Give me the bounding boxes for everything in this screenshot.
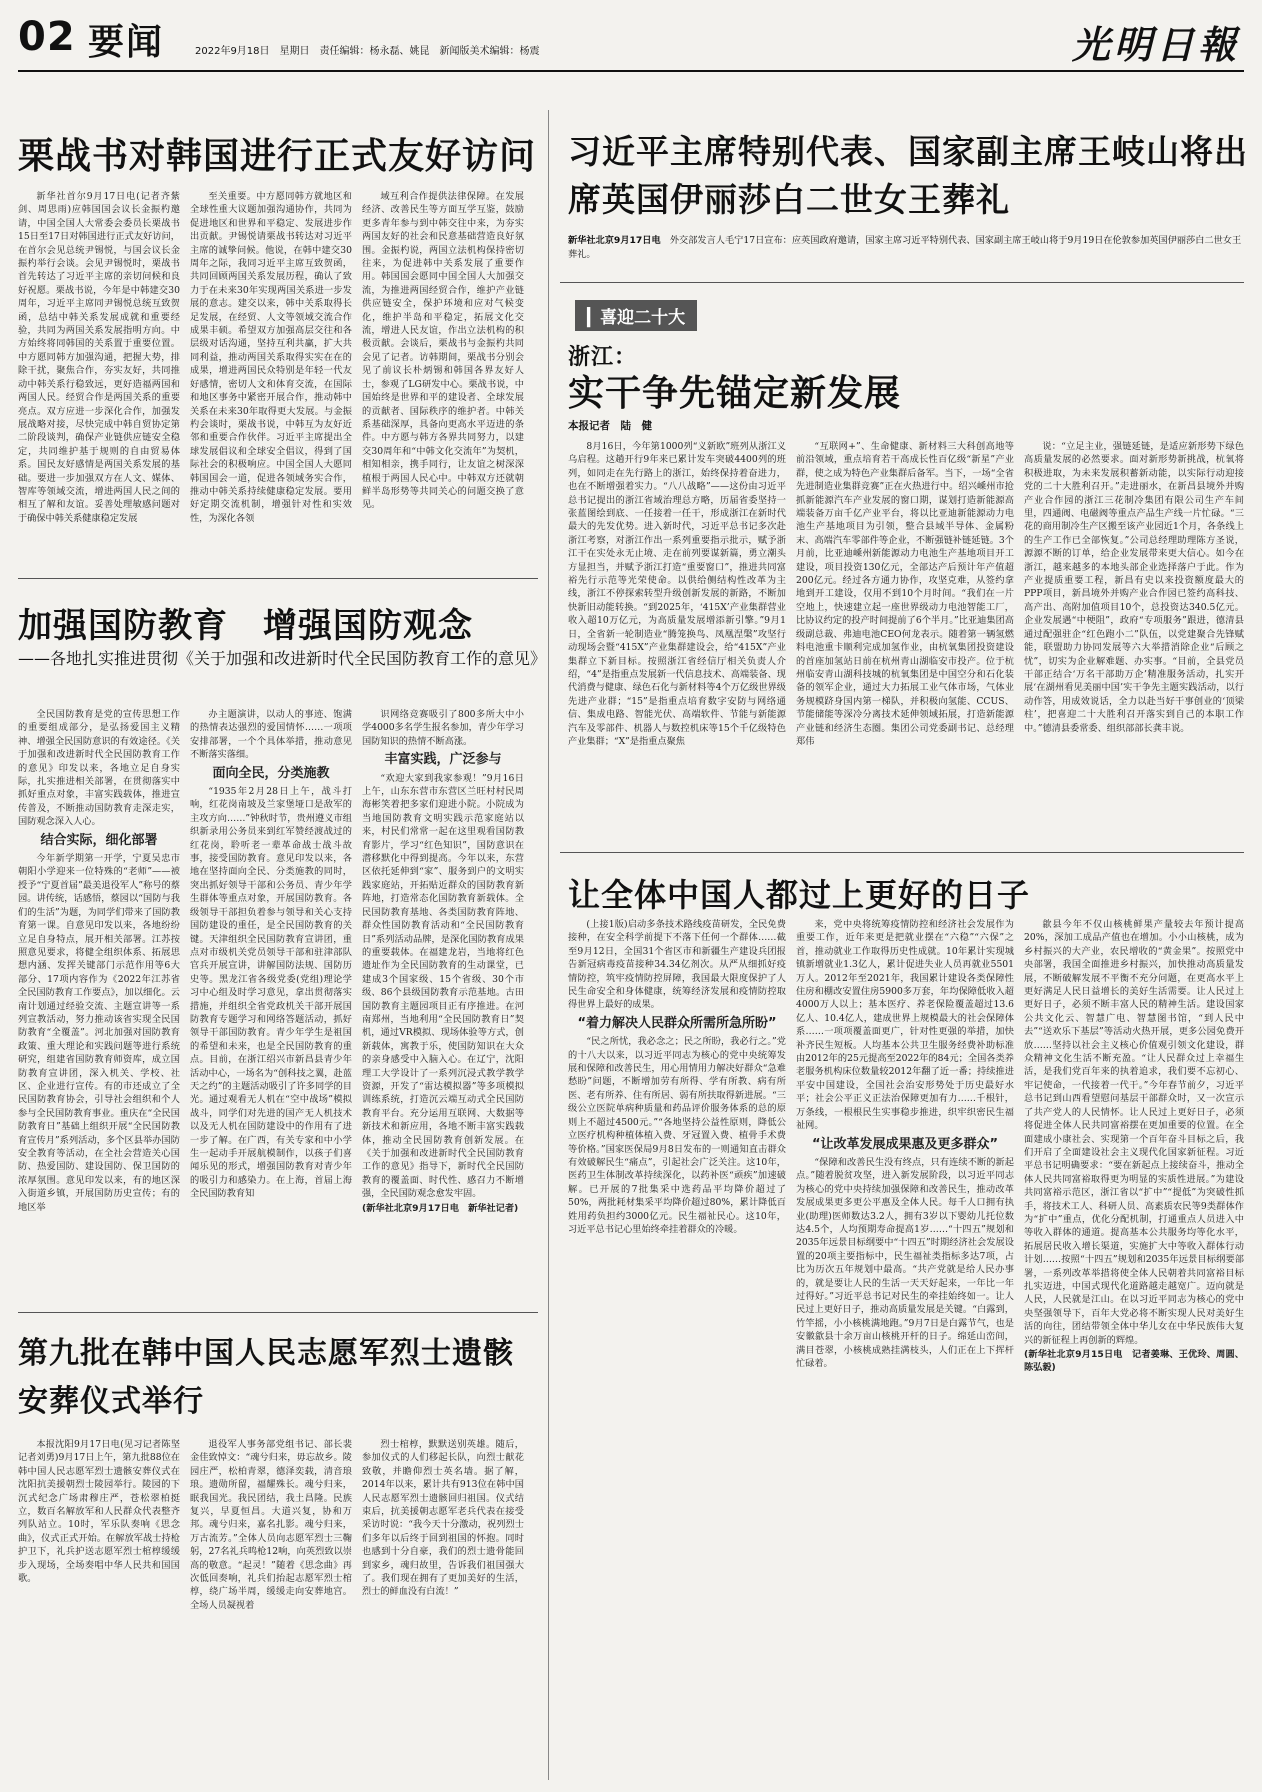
article-volunteers-col-2: 退役军人事务部党组书记、部长裴金佳致悼文：“魂兮归来，毋忘故乡。陵园庄严，松柏青翠，德泽奕载，清音琅琅。遗勋所留，福耀殊长。魂兮归来，眠我国光。我民团结，我土昌隆。民族复兴，早夏恒昌。大道兴复，协和万邦。魂兮归来，嘉名扎影。魂兮归来，万古流芳。”全体人员向志愿军烈士三鞠躬，27名礼兵鸣枪12响，向英烈致以崇高的敬意。“起灵！”随着《思念曲》再次低回奏响，礼兵们抬起志愿军烈士棺椁，绕广场半周，缓缓走向安葬地宫。全场人员凝视着 [190, 1439, 352, 1611]
signature: (新华社北京9月17日电 新华社记者) [362, 1202, 519, 1214]
article-headline-defense: 加强国防教育 增强国防观念 [18, 606, 473, 646]
article-zhejiang-col-3: 说：“立足主业，强链延链，是适应新形势下绿色高质量发展的必然要求。面对新形势新挑战，杭氧将积极进取，为未来发展积蓄新动能，以实际行动迎接党的二十大胜利召开。”走进丽水，在新昌县境外并购产业合作园的浙江三花制冷集团有限公司生产车间里，四通阀、电磁阀等重点产品生产线一片忙碌。“三花的商用制冷生产区搬至该产业园近1个月，各条线上的生产工作已全部恢复。”公司总经理助理陈方圣说，源源不断的订单，给企业发展带来更大信心。如今在浙江，越来越多的本地头部企业选择落户于此。作为产业提质重要工程，新昌有史以来投资额度最大的PPP项目，新昌境外并购产业合作园已签约高科技、高产出、高附加值项目10个，总投资达340.5亿元。企业发展遇“中梗阻”，政府“专项服务”跟进，德清县通过配强驻企“红色跑小二”队伍，以党建聚合先锋赋能，联盟助力协同发展等六大举措消除企业“后顾之忧”，切实为企业解难题、办实事。“目前，全县党员干部正结合‘万名干部助万企’精准服务活动，扎实开展‘在湖州看见美丽中国’实干争先主题实践活动，以行动作答，用成效说话，全力以赴当好干事创业的‘顶梁柱’，把喜迎二十大胜利召开落实到自己的本职工作中。”德清县委常委、组织部部长龚丰说。 [1024, 441, 1244, 734]
byline: 本报记者 陆 健 [568, 420, 652, 432]
section-rule [560, 852, 1244, 853]
article-headline-better-life: 让全体中国人都过上更好的日子 [568, 876, 1031, 914]
article-li-col-3: 域互利合作提供法律保障。在发展经济、改善民生等方面互学互鉴，鼓励更多青年参与到中韩交往中来，为夯实两国友好的社会和民意基础营造良好氛围。金振杓说，两国立法机构保持密切往来，为促进韩中关系发展了重要作用。韩国国会愿同中国全国人大加强交流，为推进两国经贸合作，维护产业链供应链安全，保护环境和应对气候变化，维护半岛和平稳定，拓展文化交流，增进人民友谊，作出立法机构的积极贡献。会谈后，栗战书与金振杓共同会见了记者。访韩期间，栗战书分别会见了前议长朴炳锡和韩国各界友好人士，参观了LG研发中心。栗战书说，中国始终是世界和平的建设者、全球发展的贡献者、国际秩序的维护者。中韩关系基础深厚，具备向更高水平迈进的条件。中方愿与韩方各界共同努力，以建交30周年和“中韩文化交流年”为契机，相知相亲，携手同行，让友谊之树深深植根于两国人民心中。中韩双方还就朝鲜半岛形势等共同关心的问题交换了意见。 [362, 191, 524, 511]
article-zhejiang-col-1: 8月16日，今年第1000列“义新欧”班列从浙江义乌启程。这趟开行9年来已累计发车突破4400列的班列，如同走在先行路上的浙江，始终保持着奋进力，也在不断增强着实力。“八八战略”——这份由习近平总书记提出的浙江省域治理总方略，历届省委坚持一张蓝图绘到底、一任接着一任干，形成浙江在新时代最大的先发优势。进入新时代，习近平总书记多次赴浙江考察，对浙江作出一系列重要指示批示，赋予浙江干在实处永无止境、走在前列要谋新篇，勇立潮头方显担当，并赋予浙江打造“重要窗口”，推进共同富裕先行示范等光荣使命。以供给侧结构性改革为主线，浙江不停探索转型升级创新发展的新路，不断加快新旧动能转换。“到2025年，‘415X’产业集群营业收入超10万亿元，为高质量发展增添新引擎。”9月1日，全省新一轮制造业“腾笼换鸟、凤凰涅槃”攻坚行动现场会暨“415X”产业集群建设会，给“415X”产业集群立下新目标。按照浙江省经信厅相关负责人介绍，“4”是指重点发展新一代信息技术、高端装备、现代消费与健康、绿色石化与新材料等4个万亿级世界级先进产业群；“15”是指重点培育数字安防与网络通信、集成电路、智能光伏、高端软件、节能与新能源汽车及零部件、机器人与数控机床等15个千亿级特色产业集群；“X”是指重点聚焦 [568, 441, 786, 747]
newspaper-logo: 光明日報 [1071, 22, 1240, 67]
section-rule [560, 282, 1244, 283]
dateline: 2022年9月18日 星期日 责任编辑：杨永磊、姚昆 新闻版美术编辑：杨震 [195, 46, 540, 57]
article-better-life-col-1: (上接1版)启动多条技术路线疫苗研发，全民免费接种，在安全科学前提下不落下任何一个群体……截至9月12日，全国31个省区市和新疆生产建设兵团报告新冠病毒疫苗接种34.34亿剂次。从严从细抓好疫情防控，筑牢疫情防控屏障，我国最大限度保护了人民生命安全和身体健康，统筹经济发展和疫情防控取得世界上最好的成果。 “着力解决人民群众所需所急所盼” “民之所忧，我必念之；民之所盼，我必行之。”党的十八大以来，以习近平同志为核心的党中央统筹发展和保障和改善民生，用心用情用力解决好群众“急难愁盼”问题，不断增加劳有所得、学有所教、病有所医、老有所养、住有所居、弱有所扶取得新进展。“三级公立医院单病种质量和药品评价服务体系的总的原则上不超过4500元。”“各地坚持公益性原则，降低公立医疗机构种植体植入费、牙冠置入费、植骨手术费等价格。”国家医保局9月8日发布的一则通知直击群众有效破解民生“痛点”，引起社会广泛关注。这10年，医药卫生体制改革持续深化，以药补医“顽疾”加速破解。已开展的7批集采中选药品平均降价超过了50%，两批耗材集采平均降价超过80%，累计降低百姓用药负担约3000亿元。民生福祉民心。这10年，习近平总书记心里始终牵挂着群众的冷暖。 [568, 919, 786, 1235]
column-divider [548, 110, 549, 1780]
subheading-2: “让改革发展成果惠及更多群众” [811, 1136, 999, 1152]
article-defense-subtitle: ——各地扎实推进贯彻《关于加强和改进新时代全民国防教育工作的意见》 [18, 649, 547, 668]
article-headline-volunteers: 第九批在韩中国人民志愿军烈士遗骸安葬仪式举行 [18, 1336, 514, 1419]
section-title: 要闻 [88, 22, 165, 63]
article-wang-lead: 新华社北京9月17日电 外交部发言人毛宁17日宣布：应英国政府邀请，国家主席习近平特别代表、国家副主席王岐山将于9月19日在伦敦参加英国伊丽莎白二世女王葬礼。 [568, 235, 1242, 260]
article-defense-col-2: 办主题演讲，以动人的事迹、饱满的热情表达强烈的爱国情怀……一项项安排部署，一个个具体举措，推动意见不断落实落细。 面向全民，分类施教 “1935年2月28日上午，战斗打响，红花岗南坡及兰家堡垭口是敌军的主攻方向……”钟秋时节，贵州遵义市组织新录用公务员来到红军赞经渡战过的红花岗，聆听老一辈革命战士战斗故事，接受国防教育。意见印发以来，各地在坚持面向全民、分类施教的同时，突出抓好领导干部和公务员、青少年学生群体等重点对象，开展国防教育。各级领导干部担负着参与领导和关心支持国防建设的重任，是全民国防教育的关键。天津组织全民国防教育宣讲团，重点对市级机关党员领导干部和驻津部队官兵开展宣讲，讲解国防法规、国防历史等。黑龙江省各级党委(党组)理论学习中心组及时学习意见，拿出贯彻落实措施，并组织全省党政机关干部开展国防教育专题学习和网络答题活动，抓好领导干部国防教育。青少年学生是祖国的希望和未来，也是全民国防教育的重点。目前，在浙江绍兴市新昌县青少年活动中心，一场名为“创科技之翼，赴蓝天之约”的主题活动吸引了许多同学的目光。通过观看无人机在“空中战场”模拟战斗，同学们对先进的国产无人机技术以及无人机在国防建设中的作用有了进一步了解。在广西，有关专家和中小学生一起动手开展航模制作，以孩子们喜闻乐见的形式，增强国防教育对青少年的吸引力和感染力。在上海，首届上海全民国防教育知 [190, 709, 352, 1200]
masthead-rule [18, 70, 1244, 72]
article-headline-zhejiang: 实干争先锚定新发展 [568, 373, 902, 414]
article-zhejiang-col-2: “互联网+”、生命健康、新材料三大科创高地等前沿领域，重点培育若干高成长性百亿级“新星”产业群，使之成为特色产业集群后备军。当下，一场“全省先进制造业集群竞赛”正在火热进行中。绍兴嵊州市抢抓新能源汽车产业发展的窗口期，谋划打造新能源高端装备万亩千亿产业平台，将以比亚迪新能源动力电池生产基地项目为引领，整合县域半导体、金属粉末、高端汽车零部件等企业，不断强链补链延链。3个月前，比亚迪嵊州新能源动力电池生产基地项目开工建设，项目投资130亿元，全部达产后预计年产值超200亿元。经过各方通力协作，攻坚克难，从签约拿地到开工建设，仅用不到10个月时间。“我们在一片空地上，快速建立起一座世界级动力电池智能工厂，比协议约定的投产时间提前了6个半月。”比亚迪集团高级副总裁、弗迪电池CEO何龙表示。随着第一辆氢燃料电池重卡顺利完成加氢作业，由杭氧集团投资建设的首座加氢站日前在杭州青山湖临安市投产。位于杭州临安青山湖科技城的杭氧集团是中国空分和石化装备的领军企业，通过大力拓展工业气体市场，气体业务规模跻身国内第一梯队，并积极向氢能、CCUS、节能储能等深冷分离技术延伸领域拓展，打造新能源产业链和经济生态圈。集团公司党委副书记、总经理郑伟 [796, 441, 1014, 747]
signature: (新华社北京9月15日电 记者姜琳、王优玲、周圆、陈弘毅) [1024, 1349, 1244, 1374]
section-rule [18, 578, 538, 579]
article-better-life-col-3: 歙县今年不仅山核桃鲜果产量较去年预计提高20%，深加工成品产值也在增加。小小山核桃，成为乡村振兴的大产业，农民增收的“黄金果”。按照党中央部署，我国全面推进乡村振兴，加快推动高质量发展，不断破解发展不平衡不充分问题，在更高水平上更好满足人民日益增长的美好生活需要。让人民过上更好日子，必须不断丰富人民的精神生活。建设国家公共文化云、智慧广电、智慧图书馆，“到人民中去”“送欢乐下基层”等活动火热开展，更多公园免费开放……坚持以社会主义核心价值观引领文化建设，群众精神文化生活不断充盈。“让人民群众过上幸福生活，是我们党百年来的执着追求，我们要不忘初心、牢记使命，一代接着一代干。”今年春节前夕，习近平总书记到山西看望慰问基层干部群众时，又一次宣示了共产党人的人民情怀。让人民过上更好日子，必须将促进全体人民共同富裕摆在更加重要的位置。在全面建成小康社会、实现第一个百年奋斗目标之后，我们开启了全面建设社会主义现代化国家新征程。习近平总书记明确要求：“要在新起点上接续奋斗，推动全体人民共同富裕取得更为明显的实质性进展。”为建设共同富裕示范区，浙江省以“扩中”“提低”为突破性抓手，将技术工人、科研人员、高素质农民等9类群体作为“扩中”重点，优化分配机制，打通重点人员进入中等收入群体的通道。提高基本公共服务均等化水平，拓展居民收入增长渠道，实施扩大中等收入群体行动计划……按照“十四五”规划和2035年远景目标纲要部署，一系列改革举措将使全体人民朝着共同富裕目标扎实迈进，中国式现代化道路越走越宽广。迈向就是人民，人民就是江山。在以习近平同志为核心的党中央坚强领导下，百年大党必将不断实现人民对美好生活的向往，团结带领全体中华儿女在中华民族伟大复兴的新征程上再创新的辉煌。 (新华社北京9月15日电 记者姜琳、王优玲、周圆、陈弘毅) [1024, 919, 1244, 1374]
article-li-col-2: 至关重要。中方愿同韩方就地区和全球性重大议题加强沟通协作，共同为促进地区和世界和平稳定、发展进步作出贡献。尹锡悦请栗战书转达对习近平主席的诚挚问候。他说，在韩中建交30周年之际，我同习近平主席互致贺函，共同回顾两国关系发展历程，确认了致力于在未来30年实现两国关系进一步发展的意志。建交以来，韩中关系取得长足发展，在经贸、人文等领域交流合作成果丰硕。希望双方加强高层交往和各层级对话沟通，坚持互利共赢，扩大共同利益，推动两国关系取得实实在在的成果，增进两国民众特别是年轻一代友好感情，密切人文和体育交流，在国际和地区事务中紧密开展合作，推动韩中关系在未来30年取得更大发展。与金振杓会谈时，栗战书说，中韩互为友好近邻和重要合作伙伴。习近平主席提出全球发展倡议和全球安全倡议，得到了国际社会的积极响应。中国全国人大愿同韩国国会一道，促进各领域务实合作，推动中韩关系持续健康稳定发展。要用好定期交流机制，增强针对性和实效性，为深化各领 [190, 191, 352, 524]
article-volunteers-col-3: 烈士棺椁，默默送别英雄。随后，参加仪式的人们移起长队，向烈士献花致敬，并瞻仰烈士英名墙。据了解，2014年以来，累计共有913位在韩中国人民志愿军烈士遗骸回归祖国。仪式结束后，抗美援朝志愿军老兵代表在接受采访时说：“我今天十分激动，祝列烈士们多年以后终于回到祖国的怀抱。同时也感到十分自豪，我们的烈士遗骨能回到家乡，魂归故里，告诉我们祖国强大了。我们现在拥有了更加美好的生活，烈士的鲜血没有白流！” [362, 1439, 524, 1598]
subheading-3: 丰富实践，广泛参与 [384, 752, 502, 768]
article-headline-wang: 习近平主席特别代表、国家副主席王岐山将出席英国伊丽莎白二世女王葬礼 [568, 132, 1248, 219]
section-rule [18, 1312, 538, 1313]
subheading-1: 结合实际，细化部署 [40, 832, 158, 848]
page-number: 02 [18, 14, 76, 60]
article-volunteers-col-1: 本报沈阳9月17日电(见习记者陈坚 记者刘勇)9月17日上午，第九批88位在韩中国人民志愿军烈士遗骸安葬仪式在沈阳抗美援朝烈士陵园举行。陵园的下沉式纪念广场肃穆庄严，苍松翠柏挺立，数百名解放军和人民群众代表整齐列队站立。10时，军乐队奏响《思念曲》，仪式正式开始。在解放军战士持枪护卫下，礼兵护送志愿军烈士棺椁缓缓步入现场，全场奏唱中华人民共和国国歌。 [18, 1439, 190, 1585]
article-better-life-col-2: 来，党中央将统筹疫情防控和经济社会发展作为重要工作，近年来更是把就业摆在“六稳”“六保”之首，推动就业工作取得历史性成就。10年累计实现城镇新增就业1.3亿人，累计促进失业人员再就业5501万人。2012年至2021年，我国累计建设各类保障性住房和棚改安置住房5900多万套，年均保障低收入超4000万人以上；基本医疗、养老保险覆盖超过13.6亿人、10.4亿人，建成世界上规模最大的社会保障体系……一项项覆盖面更广，针对性更强的举措，加快补齐民生短板。人均基本公共卫生服务经费补助标准由2012年的25元提高至2022年的84元；全国各类养老服务机构床位数量较2012年翻了近一番；持续推进平安中国建设，全国社会治安形势处于历史最好水平；社会公平正义正法治保障更加有力……千根针，万条线，一根根民生实事稳步推进，织牢织密民生福祉网。 “让改革发展成果惠及更多群众” “保障和改善民生没有终点，只有连续不断的新起点。”随着脱贫攻坚，进入新发展阶段，以习近平同志为核心的党中央持续加强保障和改善民生，推动改革发展成果更多更公平惠及全体人民。每千人口拥有执业(助理)医师数达3.2人，拥有3岁以下婴幼儿托位数达4.5个，人均预期寿命提高1岁……“十四五”规划和2035年远景目标纲要中“十四五”时期经济社会发展设置的20项主要指标中，民生福祉类指标多达7项，占比为历次五年规划中最高。“共产党就是给人民办事的，就是要让人民的生活一天天好起来，一年比一年过得好。”习近平总书记对民生的牵挂始终如一。让人民过上更好日子，推动高质量发展是关键。“白露到，竹竿摇，小小核桃满地跑。”9月7日是白露节气，也是安徽歙县十余万亩山核桃开杆的日子。绵延山峦间，满目苍翠，小核桃成熟挂满枝头，人们正在上下挥杆忙碌着。 [796, 919, 1014, 1369]
feature-banner: ▎喜迎二十大 [575, 300, 697, 331]
article-li-col-1: 新华社首尔9月17日电(记者齐紫剑、周思雨)应韩国国会议长金振杓邀请，中国全国人大常委会委员长栗战书15日至17日对韩国进行正式友好访问，在首尔会见总统尹锡悦，与国会议长金振杓举行会谈。会见尹锡悦时，栗战书首先转达了习近平主席的亲切问候和良好祝愿。栗战书说，今年是中韩建交30周年，习近平主席同尹锡悦总统互致贺函，总结中韩关系发展成就和重要经验，共同为两国关系发展指明方向。中方始终将同韩国的关系置于重要位置。中方愿同韩方加强沟通，把握大势，排除干扰，聚焦合作，夯实友好，共同推动中韩关系行稳致远，更好造福两国和两国人民。经贸合作是两国关系的重要亮点。双方应进一步深化合作，加强发展战略对接，尽快完成中韩自贸协定第二阶段谈判，确保产业链供应链安全稳定，共同维护基于规则的自由贸易体系。国民友好感情是两国关系发展的基础。要进一步加强双方在人文、媒体、智库等领域交流，增进两国人民之间的相互了解和友谊。妥善处理敏感问题对于确保中韩关系健康稳定发展 [18, 191, 180, 524]
article-headline-li: 栗战书对韩国进行正式友好访问 [18, 136, 537, 177]
subheading-1: “着力解决人民群众所需所急所盼” [577, 1015, 777, 1031]
subheading-2: 面向全民，分类施教 [212, 765, 330, 781]
article-defense-col-1: 全民国防教育是党的宣传思想工作的重要组成部分，是弘扬爱国主义精神、增强全民国防意识的有效途径。《关于加强和改进新时代全民国防教育工作的意见》印发以来，各地立足自身实际，扎实推进相关部署，在贯彻落实中抓好重点对象，丰富实践载体，推进宣传普及，不断推动国防教育走深走实，国防观念深入人心。 结合实际，细化部署 今年新学期第一开学，宁夏吴忠市朝阳小学迎来一位特殊的“老师”——被授予“宁夏首届”最美退役军人”称号的蔡园。讲传统，话感悟，蔡园以“国防与我们的生活”为题，为同学们带来了国防教育第一课。自意见印发以来，各地纷纷立足自身特点，展开相关部署。江苏按照意见要求，将健全组织体系、拓展思想内涵、发挥关键部门示范作用等6大部分、17项内容作为《2022年江苏省全民国防教育工作要点》，加以细化。云南计划通过经验交流、主题宣讲等一系列宣教活动，努力推动该省实现全民国防教育“全覆盖”。河北加强对国防教育政策、重大理论和实践问题等进行系统研究，组建省国防教育师资库，成立国防教育宣讲团，深入机关、学校、社区、企业进行宣传。有的市还成立了全民国防教育协会，引导社会组织和个人参与全民国防教育事业。重庆在“全民国防教育日”基础上组织开展“全民国防教育宣传月”系列活动，多个区县举办国防安全教育等活动，在全社会营造关心国防、热爱国防、建设国防、保卫国防的浓厚氛围。意见印发以来，有的地区深入街道乡镇，开展国防历史宣传；有的地区举 [18, 709, 180, 1213]
article-kicker: 浙江： [568, 345, 638, 370]
article-defense-col-3: 识网络竞赛吸引了800多所大中小学4000多名学生报名参加，青少年学习国防知识的热情不断高涨。 丰富实践，广泛参与 “欢迎大家到我家参观！”9月16日上午，山东东营市东营区兰旺村村民周海彬笑着把多家们迎进小院。小院成为当地国防教育文明实践示范家庭站以来，村民们常常一起在这里观看国防教育影片，学习“红色知识”，国防意识在潜移默化中得到提高。今年以来，东营区依托延伸到“家”、服务到户的文明实践家庭站，开拓贴近群众的国防教育新阵地，打造常态化国防教育新载体。全民国防教育基地、各类国防教育阵地、群众性国防教育活动和“全民国防教育日”系列活动品牌，是深化国防教育成果的重要载体。在福建龙岩，当地将红色遗址作为全民国防教育的生动课堂，已建成3个国家级、15个省级、30个市级、86个县级国防教育示范基地。古田国防教育主题园项目正有序推进。在河南郑州，当地利用“全民国防教育日”契机，通过VR模拟、现场体验等方式，创新载体，寓教于乐，使国防知识在大众的亲身感受中入脑入心。在辽宁，沈阳理工大学设计了一系列沉浸式教学教学资源，开发了“雷达模拟器”等多项模拟训练系统，打造沉云端互动式全民国防教育平台。充分运用互联网、大数据等新技术和新应用，各地不断丰富实践载体，推动全民国防教育创新发展。在《关于加强和改进新时代全民国防教育工作的意见》指导下，新时代全民国防教育的覆盖面、时代性、感召力不断增强，全民国防观念愈发牢固。 (新华社北京9月17日电 新华社记者) [362, 709, 524, 1214]
